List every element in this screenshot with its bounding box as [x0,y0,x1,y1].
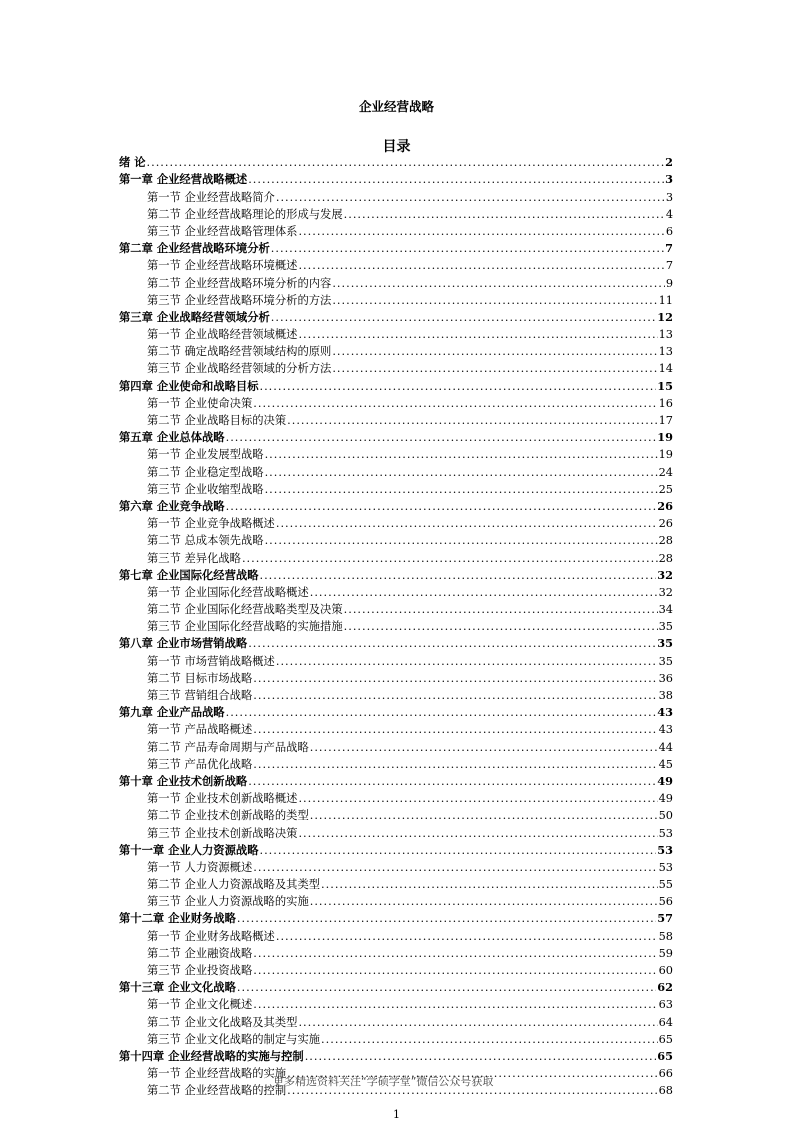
toc-chapter-entry[interactable] [119,703,673,720]
toc-entry-label: 第三节 企业经营战略管理体系 [147,224,298,238]
toc-section-entry[interactable] [119,411,673,428]
toc-leader-dots [298,327,657,342]
toc-entry-label: 第二节 总成本领先战略 [147,534,264,548]
toc-entry-page: 53 [657,842,673,857]
toc-entry-label: 第一章 企业经营战略概述 [119,172,248,187]
toc-entry-label: 第十四章 企业经营战略的实施与控制 [119,1048,304,1063]
toc-entry-label: 第二节 企业文化战略及其类型 [147,1015,298,1029]
toc-section-entry[interactable] [119,514,673,531]
toc-leader-dots [260,379,657,394]
toc-entry-page: 36 [658,671,673,685]
toc-section-entry[interactable] [119,995,673,1012]
toc-leader-dots [260,568,657,583]
toc-entry-label: 第二节 目标市场战略 [147,671,253,685]
toc-entry-page: 35 [657,636,673,651]
toc-entry-page: 49 [658,792,673,806]
toc-entry-label: 第一节 人力资源概述 [147,860,253,874]
toc-leader-dots [248,774,656,789]
toc-leader-dots [237,911,656,926]
toc-leader-dots [344,619,658,634]
page-number: 1 [393,1108,400,1121]
toc-entry-label: 第二节 企业技术创新战略的类型 [147,809,309,823]
toc-entry-page: 53 [658,826,673,840]
toc-entry-label: 第二节 企业经营战略的控制 [147,1084,287,1098]
toc-entry-label: 第一节 企业经营战略环境概述 [147,259,298,273]
toc-entry-page: 7 [665,241,673,256]
toc-entry-page: 7 [665,259,673,273]
toc-entry-label: 第二节 产品寿命周期与产品战略 [147,740,309,754]
toc-chapter-entry[interactable] [119,153,673,170]
toc-section-entry[interactable] [119,858,673,875]
toc-leader-dots [271,241,664,256]
toc-section-entry[interactable] [119,462,673,479]
toc-chapter-entry[interactable] [119,772,673,789]
toc-entry-label: 第二节 确定战略经营领域结构的原则 [147,345,332,359]
toc-section-entry[interactable] [119,1030,673,1047]
toc-chapter-entry[interactable] [119,239,673,256]
toc-section-entry[interactable] [119,686,673,703]
toc-entry-page: 13 [658,328,673,342]
document-title: 企业经营战略 [358,99,434,114]
toc-entry-label: 第五章 企业总体战略 [119,430,225,445]
toc-entry-label: 第三节 差异化战略 [147,551,241,565]
toc-leader-dots [310,894,658,909]
toc-section-entry[interactable] [119,256,673,273]
toc-leader-dots [265,533,658,548]
toc-section-entry[interactable] [119,205,673,222]
toc-section-entry[interactable] [119,583,673,600]
toc-entry-page: 66 [658,1067,673,1081]
toc-entry-page: 50 [658,809,673,823]
toc-entry-label: 绪 论 [119,155,146,170]
toc-entry-label: 第十二章 企业财务战略 [119,911,236,926]
toc-leader-dots [321,877,658,892]
toc-leader-dots [276,516,658,531]
toc-leader-dots [305,1049,657,1064]
toc-leader-dots [310,740,658,755]
toc-leader-dots [332,293,657,308]
toc-entry-label: 第二节 企业人力资源战略及其类型 [147,878,321,892]
toc-entry-label: 第二章 企业经营战略环境分析 [119,241,270,256]
toc-entry-label: 第三节 企业收缩型战略 [147,482,264,496]
toc-heading: 目录 [382,139,411,155]
toc-section-entry[interactable] [119,875,673,892]
toc-leader-dots [298,826,657,841]
toc-leader-dots [226,499,657,514]
toc-entry-label: 第二节 企业战略目标的决策 [147,414,287,427]
toc-leader-dots [276,654,658,669]
toc-entry-label: 第三节 企业国际化经营战略的实施措施 [147,620,343,634]
toc-section-entry[interactable] [119,291,673,308]
toc-entry-page: 26 [658,517,673,531]
toc-entry-label: 第三章 企业战略经营领域分析 [119,309,270,324]
toc-entry-label: 第二节 企业经营战略环境分析的内容 [147,276,332,290]
toc-entry-page: 32 [657,567,673,582]
toc-entry-label: 第三节 企业战略经营领域的分析方法 [147,362,332,376]
toc-leader-dots [253,722,657,737]
toc-chapter-entry[interactable] [119,170,673,187]
toc-leader-dots [298,791,657,806]
toc-leader-dots [253,757,657,772]
toc-chapter-entry[interactable] [119,497,673,514]
toc-entry-label: 第二节 企业稳定型战略 [147,465,264,479]
toc-entry-page: 68 [658,1084,673,1098]
toc-entry-page: 13 [658,345,673,359]
toc-chapter-entry[interactable] [119,376,673,393]
toc-chapter-entry[interactable] [119,428,673,445]
toc-entry-page: 65 [658,1032,673,1046]
toc-entry-page: 17 [658,414,673,427]
toc-chapter-entry[interactable] [119,841,673,858]
toc-section-entry[interactable] [119,359,673,376]
toc-section-entry[interactable] [119,273,673,290]
toc-leader-dots [344,207,665,222]
toc-leader-dots [276,929,658,944]
toc-entry-page: 53 [658,860,673,874]
toc-section-entry[interactable] [119,531,673,548]
toc-section-entry[interactable] [119,445,673,462]
toc-entry-label: 第一节 企业竞争战略概述 [147,517,275,531]
toc-entry-page: 45 [658,757,673,771]
toc-entry-label: 第一节 企业战略经营领域概述 [147,328,298,342]
toc-section-entry[interactable] [119,961,673,978]
toc-entry-page: 2 [665,155,673,170]
toc-section-entry[interactable] [119,222,673,239]
toc-chapter-entry[interactable] [119,909,673,926]
toc-entry-page: 57 [657,911,673,926]
toc-section-entry[interactable] [119,548,673,565]
toc-entry-page: 4 [665,207,673,221]
toc-entry-page: 11 [658,293,673,307]
toc-entry-page: 24 [658,465,673,479]
toc-entry-label: 第一节 企业使命决策 [147,396,253,410]
toc-section-entry[interactable] [119,651,673,668]
toc-chapter-entry[interactable] [119,1047,673,1064]
toc-entry-page: 44 [658,740,673,754]
toc-entry-label: 第七章 企业国际化经营战略 [119,567,259,582]
toc-leader-dots [147,155,665,170]
toc-entry-label: 第二节 企业国际化经营战略类型及决策 [147,603,343,617]
toc-entry-page: 3 [665,172,673,187]
toc-entry-page: 12 [657,309,673,324]
footer-note: 更多精选资料关注“学硕学堂”微信公众号获取 [273,1075,494,1088]
toc-entry-label: 第三节 企业技术创新战略决策 [147,826,298,840]
toc-leader-dots [248,636,656,651]
toc-entry-page: 19 [658,448,673,462]
toc-leader-dots [298,258,664,273]
toc-leader-dots [253,963,657,978]
toc-section-entry[interactable] [119,737,673,754]
toc-entry-page: 43 [657,705,673,720]
toc-leader-dots [253,688,657,703]
toc-section-entry[interactable] [119,892,673,909]
toc-leader-dots [253,396,657,411]
toc-section-entry[interactable] [119,1012,673,1029]
toc-leader-dots [226,430,657,445]
toc-leader-dots [310,808,658,823]
toc-entry-page: 49 [657,773,673,788]
toc-entry-label: 第三节 企业文化战略的制定与实施 [147,1032,321,1046]
toc-section-entry[interactable] [119,617,673,634]
toc-entry-page: 63 [658,998,673,1012]
toc-entry-label: 第一节 企业国际化经营战略概述 [147,585,309,599]
toc-section-entry[interactable] [119,720,673,737]
toc-entry-label: 第四章 企业使命和战略目标 [119,378,259,393]
toc-entry-label: 第三节 企业人力资源战略的实施 [147,895,309,909]
toc-leader-dots [265,465,658,480]
toc-entry-page: 35 [658,654,673,668]
toc-section-entry[interactable] [119,823,673,840]
toc-leader-dots [271,310,656,325]
toc-leader-dots [265,482,658,497]
toc-leader-dots [253,671,657,686]
toc-chapter-entry[interactable] [119,978,673,995]
toc-entry-page: 16 [658,396,673,410]
toc-leader-dots [253,997,657,1012]
toc-entry-label: 第十三章 企业文化战略 [119,980,236,995]
toc-leader-dots [298,1015,657,1030]
toc-entry-page: 6 [665,224,673,238]
toc-entry-page: 65 [657,1048,673,1063]
toc-section-entry[interactable] [119,926,673,943]
toc-entry-label: 第三节 营销组合战略 [147,689,253,702]
toc-section-entry[interactable] [119,187,673,204]
toc-leader-dots [310,585,658,600]
toc-entry-label: 第十章 企业技术创新战略 [119,773,248,788]
toc-entry-page: 59 [658,946,673,960]
toc-entry-label: 第一节 企业文化概述 [147,998,253,1012]
toc-entry-label: 第一节 市场营销战略概述 [147,654,275,668]
toc-entry-label: 第六章 企业竞争战略 [119,498,225,513]
toc-section-entry[interactable] [119,600,673,617]
toc-entry-page: 25 [658,482,673,496]
toc-entry-page: 58 [658,929,673,943]
toc-entry-page: 62 [657,980,673,995]
toc-entry-label: 第二节 企业融资战略 [147,946,253,960]
toc-section-entry[interactable] [119,669,673,686]
toc-entry-page: 38 [658,689,673,702]
toc-entry-page: 43 [658,723,673,737]
toc-section-entry[interactable] [119,944,673,961]
toc-entry-label: 第一节 企业财务战略概述 [147,929,275,943]
toc-leader-dots [321,1032,658,1047]
table-of-contents [119,153,673,1098]
toc-entry-page: 56 [658,895,673,909]
toc-entry-label: 第一节 企业技术创新战略概述 [147,792,298,806]
toc-leader-dots [332,344,657,359]
toc-leader-dots [248,172,664,187]
toc-entry-page: 64 [658,1015,673,1029]
toc-entry-page: 55 [658,878,673,892]
toc-entry-page: 15 [657,378,673,393]
toc-leader-dots [260,843,657,858]
toc-leader-dots [242,551,658,566]
toc-entry-page: 3 [665,190,673,204]
toc-leader-dots [344,602,658,617]
toc-entry-label: 第二节 企业经营战略理论的形成与发展 [147,207,343,221]
toc-leader-dots [226,705,657,720]
toc-entry-label: 第三节 企业经营战略环境分析的方法 [147,293,332,307]
toc-leader-dots [287,413,657,428]
toc-section-entry[interactable] [119,755,673,772]
toc-leader-dots [265,447,658,462]
toc-entry-label: 第一节 产品战略概述 [147,723,253,737]
toc-entry-page: 35 [658,620,673,634]
toc-entry-page: 9 [665,276,673,290]
toc-entry-label: 第八章 企业市场营销战略 [119,636,248,651]
toc-leader-dots [276,190,665,205]
toc-section-entry[interactable] [119,789,673,806]
toc-section-entry[interactable] [119,394,673,411]
toc-leader-dots [253,860,657,875]
toc-entry-label: 第一节 企业发展型战略 [147,448,264,462]
toc-leader-dots [332,361,657,376]
toc-chapter-entry[interactable] [119,566,673,583]
toc-entry-page: 32 [658,585,673,599]
toc-section-entry[interactable] [119,342,673,359]
toc-section-entry[interactable] [119,325,673,342]
toc-chapter-entry[interactable] [119,634,673,651]
toc-entry-page: 28 [658,534,673,548]
toc-chapter-entry[interactable] [119,308,673,325]
toc-entry-label: 第一节 企业经营战略简介 [147,190,275,204]
toc-entry-page: 14 [658,362,673,376]
toc-entry-label: 第九章 企业产品战略 [119,705,225,720]
toc-leader-dots [253,946,657,961]
toc-leader-dots [237,980,656,995]
toc-entry-label: 第一节 企业经营战略的实施 [147,1067,287,1081]
toc-section-entry[interactable] [119,806,673,823]
toc-leader-dots [298,224,664,239]
toc-entry-page: 28 [658,551,673,565]
toc-section-entry[interactable] [119,480,673,497]
toc-entry-page: 26 [657,498,673,513]
toc-entry-page: 34 [658,603,673,617]
toc-entry-label: 第三节 企业投资战略 [147,964,253,977]
toc-entry-label: 第三节 产品优化战略 [147,757,253,771]
toc-entry-label: 第十一章 企业人力资源战略 [119,842,259,857]
toc-entry-page: 19 [657,430,673,445]
toc-entry-page: 60 [658,964,673,977]
toc-leader-dots [332,276,664,291]
